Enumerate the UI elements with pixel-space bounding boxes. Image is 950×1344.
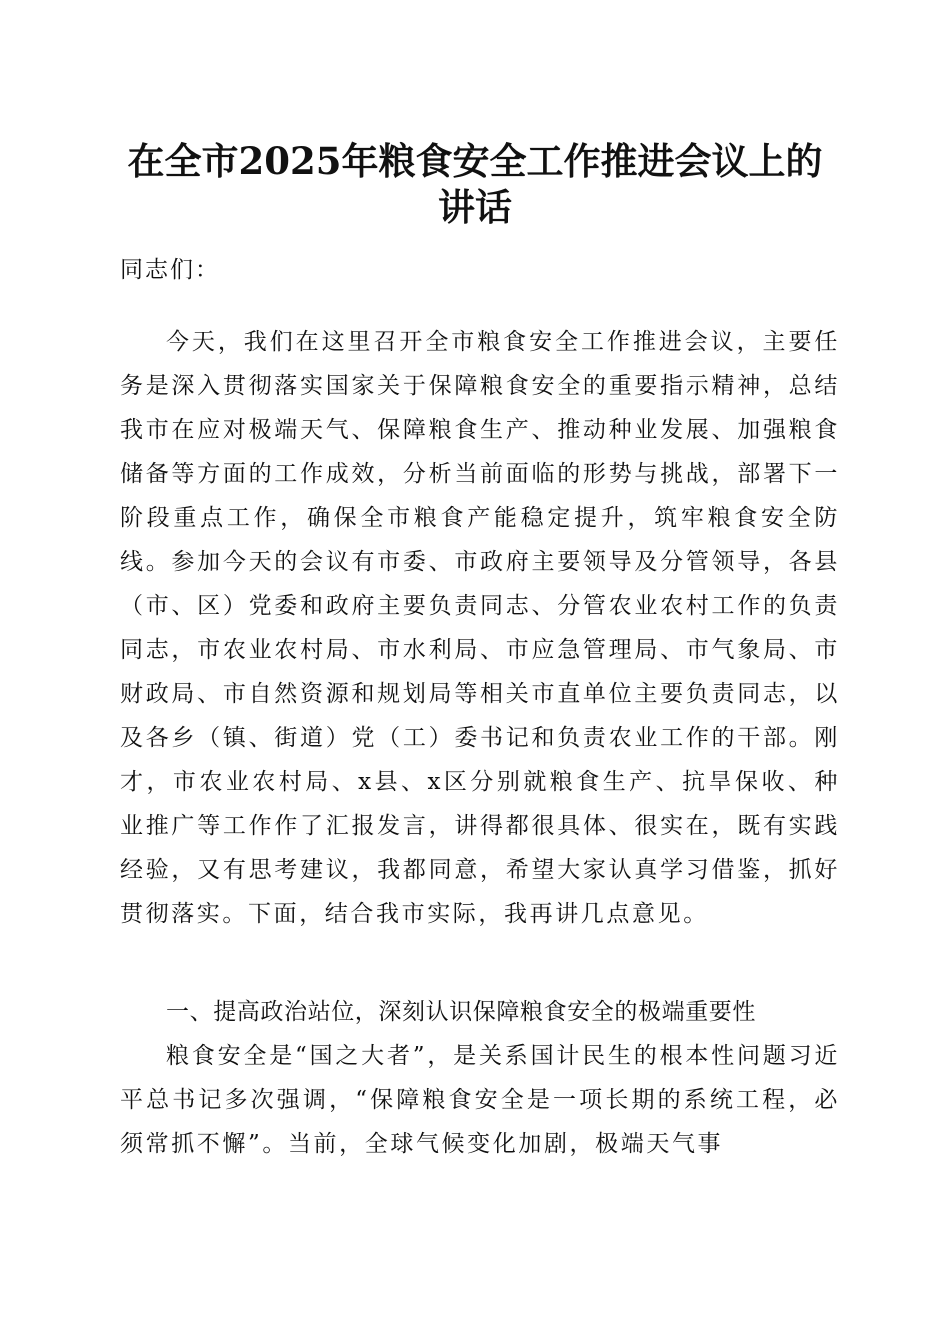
section-paragraph: 粮食安全是“国之大者”，是关系国计民生的根本性问题习近平总书记多次强调，“保障粮食安全是一项长期的系统工程，必须常抓不懈”。当前，全球气候变化加剧，极端天气事 bbox=[120, 1043, 840, 1157]
section-heading: 一、提高政治站位，深刻认识保障粮食安全的极端重要性 bbox=[166, 999, 756, 1025]
body-paragraph: 今天，我们在这里召开全市粮食安全工作推进会议，主要任务是深入贯彻落实国家关于保障粮食安全的重要指示精神，总结我市在应对极端天气、保障粮食生产、推动种业发展、加强粮食储备等方面的工作成效，分析当前面临的形势与挑战，部署下一阶段重点工作，确保全市粮食产能稳定提升，筑牢粮食安全防线。参加今天的会议有市委、市政府主要领导及分管领导，各县（市、区）党委和政府主要负责同志、分管农业农村工作的负责同志，市农业农村局、市水利局、市应急管理局、市气象局、市财政局、市自然资源和规划局等相关市直单位主要负责同志，以及各乡（镇、街道）党（工）委书记和负责农业工作的干部。刚才，市农业农村局、x县、x区分别就粮食生产、抗旱保收、种业推广等工作作了汇报发言，讲得都很具体、很实在，既有实践经验，又有思考建议，我都同意，希望大家认真学习借鉴，抓好贯彻落实。下面，结合我市实际，我再讲几点意见。 bbox=[120, 329, 840, 927]
salutation: 同志们： bbox=[120, 257, 220, 283]
document-title: 在全市2025年粮食安全工作推进会议上的讲话 bbox=[127, 139, 823, 229]
